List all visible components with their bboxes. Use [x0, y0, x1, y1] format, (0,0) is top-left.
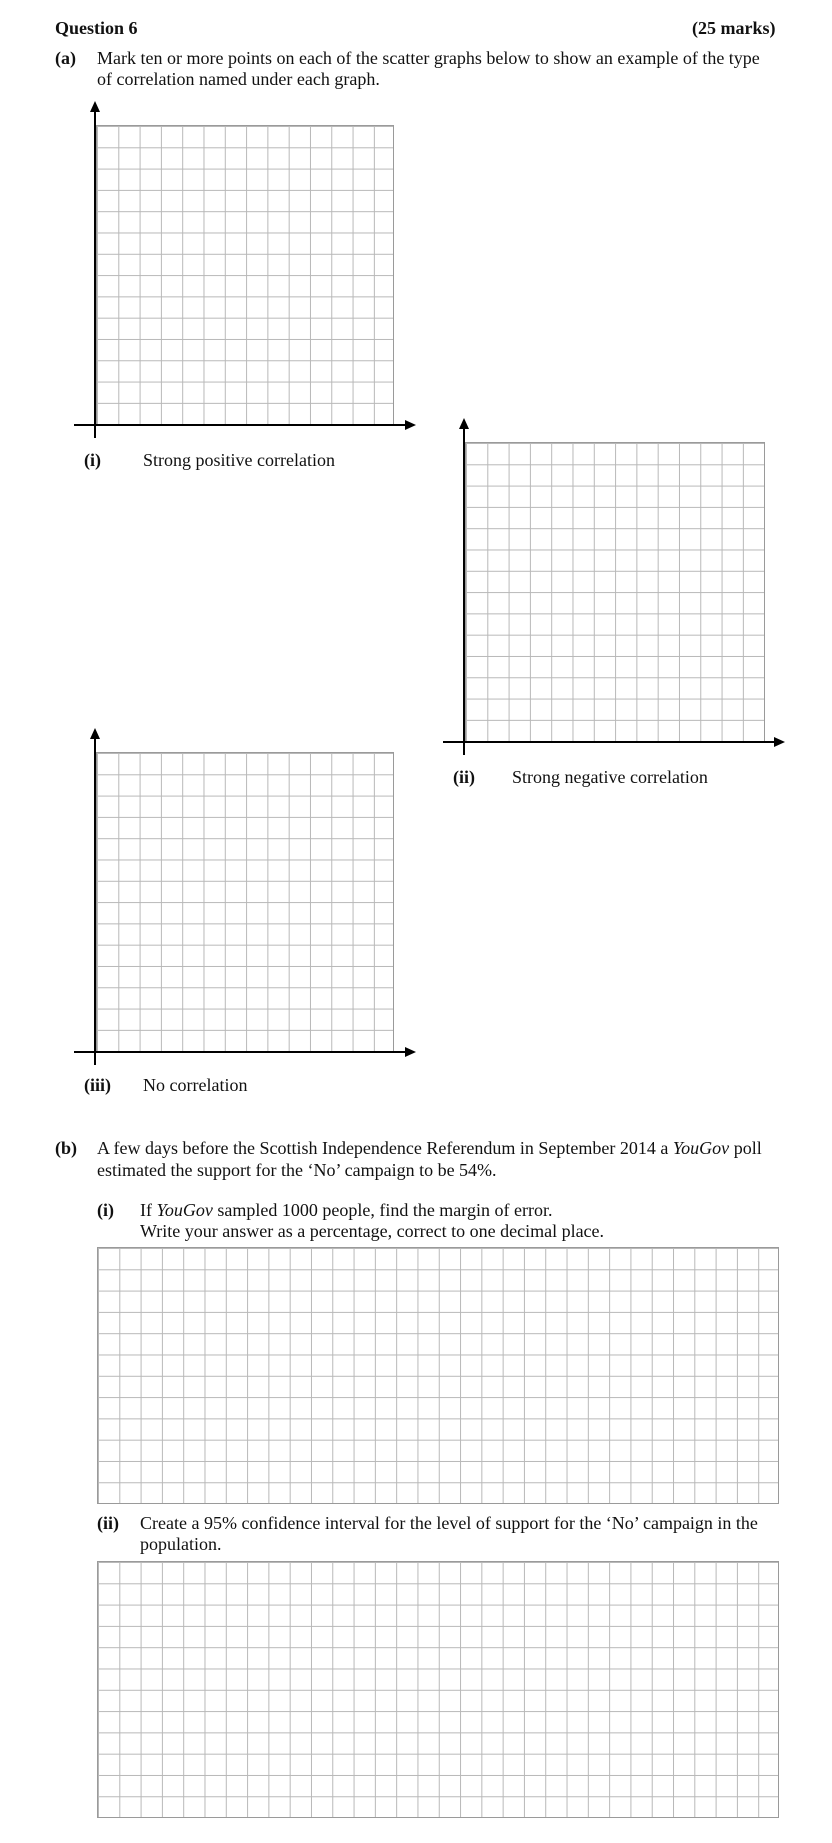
y-axis-i	[94, 108, 96, 438]
part-a-label: (a)	[55, 48, 76, 68]
graph-iii-caption: No correlation	[143, 1075, 248, 1095]
scatter-grid-ii[interactable]	[465, 442, 765, 742]
y-axis-ii	[463, 425, 465, 755]
answer-grid-b-ii[interactable]	[97, 1561, 779, 1818]
graph-ii-label: (ii)	[453, 767, 475, 787]
x-axis-ii	[443, 741, 781, 743]
part-b-label: (b)	[55, 1138, 77, 1158]
part-b-intro-line1	[97, 1138, 762, 1159]
part-b-intro-start: A few days before the Scottish Independence Referendum in September 2014 a	[97, 1138, 673, 1158]
x-axis-iii	[74, 1051, 412, 1053]
x-axis-i	[74, 424, 412, 426]
part-b-i-brand: YouGov	[156, 1200, 213, 1220]
y-axis-arrow-iii	[90, 728, 100, 739]
part-b-intro-line2: estimated the support for the ‘No’ campaign to be 54%.	[97, 1160, 497, 1180]
graph-ii-caption: Strong negative correlation	[512, 767, 708, 787]
part-b-i-line1	[140, 1200, 552, 1221]
part-b-i-start: If	[140, 1200, 157, 1220]
scatter-grid-iii[interactable]	[96, 752, 394, 1052]
graph-iii-label: (iii)	[84, 1075, 111, 1095]
part-b-i-end: sampled 1000 people, find the margin of error.	[212, 1200, 553, 1220]
part-b-i-line2: Write your answer as a percentage, correct to one decimal place.	[140, 1221, 605, 1241]
graph-i-label: (i)	[84, 450, 101, 470]
part-a-instruction-line2: of correlation named under each graph.	[97, 69, 380, 89]
part-b-i-label: (i)	[97, 1200, 114, 1220]
x-axis-arrow-i	[405, 420, 416, 430]
x-axis-arrow-iii	[405, 1047, 416, 1057]
question-marks: (25 marks)	[692, 18, 776, 38]
graph-i-caption: Strong positive correlation	[143, 450, 335, 470]
part-b-intro-end: poll	[729, 1138, 762, 1158]
scatter-grid-i[interactable]	[96, 125, 394, 425]
part-a-instruction-line1: Mark ten or more points on each of the scatter graphs below to show an example of the type	[97, 48, 760, 68]
part-b-ii-line2: population.	[140, 1534, 222, 1554]
y-axis-arrow-ii	[459, 418, 469, 429]
part-b-ii-label: (ii)	[97, 1513, 119, 1533]
question-title: Question 6	[55, 18, 138, 38]
y-axis-arrow-i	[90, 101, 100, 112]
y-axis-iii	[94, 735, 96, 1065]
part-b-intro-brand: YouGov	[672, 1138, 730, 1158]
part-b-ii-line1: Create a 95% confidence interval for the level of support for the ‘No’ campaign in the	[140, 1513, 758, 1533]
x-axis-arrow-ii	[774, 737, 785, 747]
answer-grid-b-i[interactable]	[97, 1247, 779, 1504]
